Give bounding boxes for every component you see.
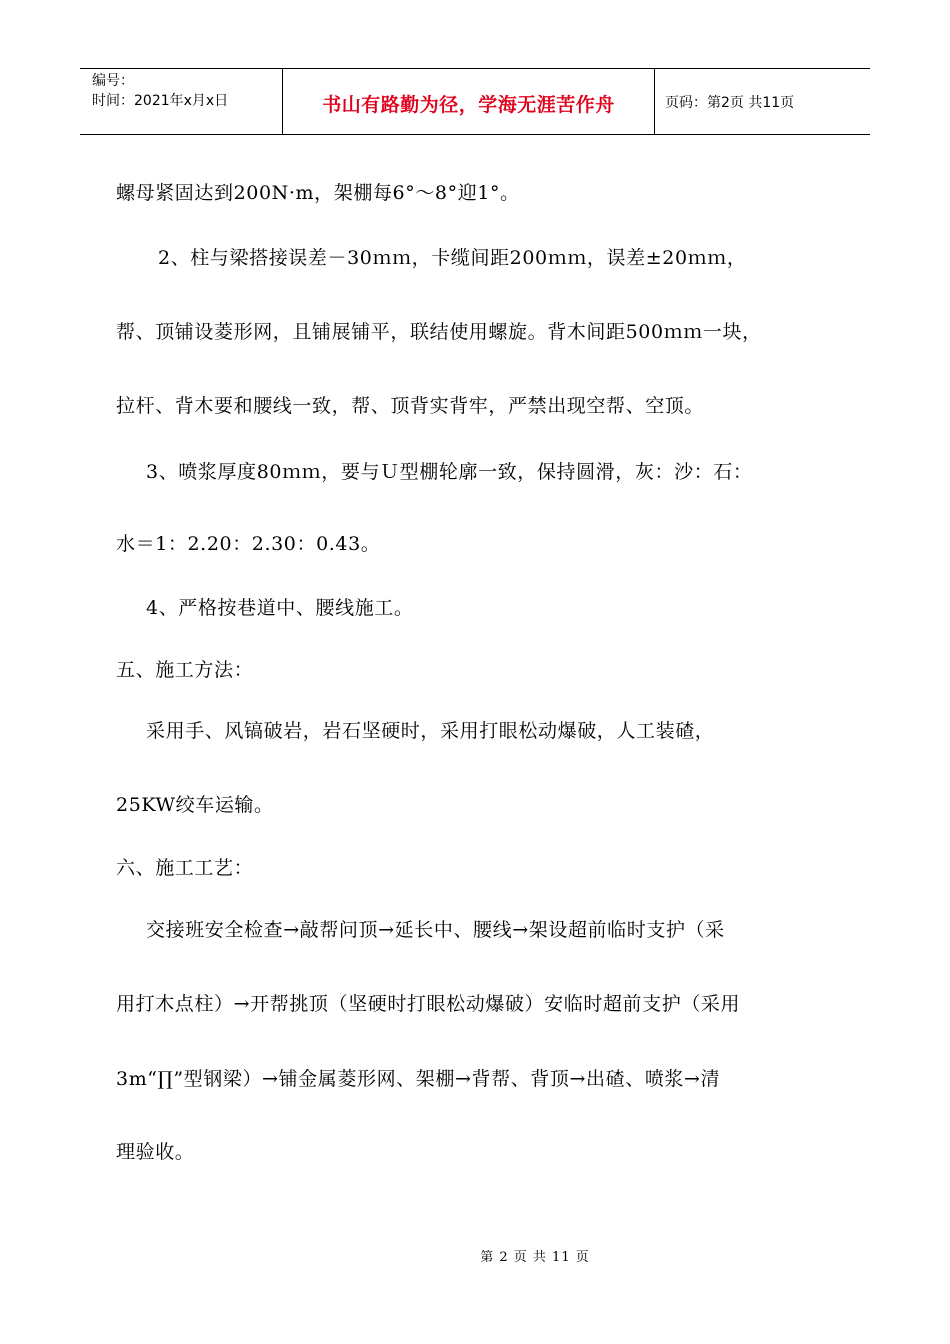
section-heading: 六、施工工艺：	[116, 857, 254, 879]
header-page-code: 页码：第2页 共11页	[665, 94, 795, 111]
body-line: 螺母紧固达到200N·m，架棚每6°～8°迎1°。	[116, 182, 520, 204]
section-heading: 五、施工方法：	[116, 659, 254, 681]
page-footer: 第 2 页 共 11 页	[480, 1250, 590, 1265]
body-line: 帮、顶铺设菱形网，且铺展铺平，联结使用螺旋。背木间距500ｍｍ一块，	[116, 321, 762, 343]
body-line: 3、喷浆厚度80ｍｍ，要与Ｕ型棚轮廓一致，保持圆滑，灰：沙：石：	[146, 461, 753, 483]
body-line: 3m“∏”型钢梁）→铺金属菱形网、架棚→背帮、背顶→出碴、喷浆→清	[116, 1068, 721, 1090]
body-line: 4、严格按巷道中、腰线施工。	[146, 597, 414, 619]
body-line: 拉杆、背木要和腰线一致，帮、顶背实背牢，严禁出现空帮、空顶。	[116, 395, 705, 417]
header-motto: 书山有路勤为径，学海无涯苦作舟	[322, 94, 615, 116]
body-line: 用打木点柱）→开帮挑顶（坚硬时打眼松动爆破）安临时超前支护（采用	[116, 993, 741, 1015]
body-line: 25KW绞车运输。	[116, 794, 274, 816]
document-number-label: 编号：	[92, 73, 134, 89]
body-line: 采用手、风镐破岩，岩石坚硬时，采用打眼松动爆破，人工装碴，	[146, 720, 715, 742]
body-line: 2、柱与梁搭接误差－30ｍｍ，卡缆间距200ｍｍ，误差±20ｍｍ，	[158, 247, 747, 269]
document-date: 时间：2021年x月x日	[92, 93, 229, 109]
body-line: 交接班安全检查→敲帮问顶→延长中、腰线→架设超前临时支护（采	[146, 919, 725, 941]
body-line: 理验收。	[116, 1141, 195, 1163]
body-line: 水＝1：2.20：2.30：0.43。	[116, 533, 381, 555]
